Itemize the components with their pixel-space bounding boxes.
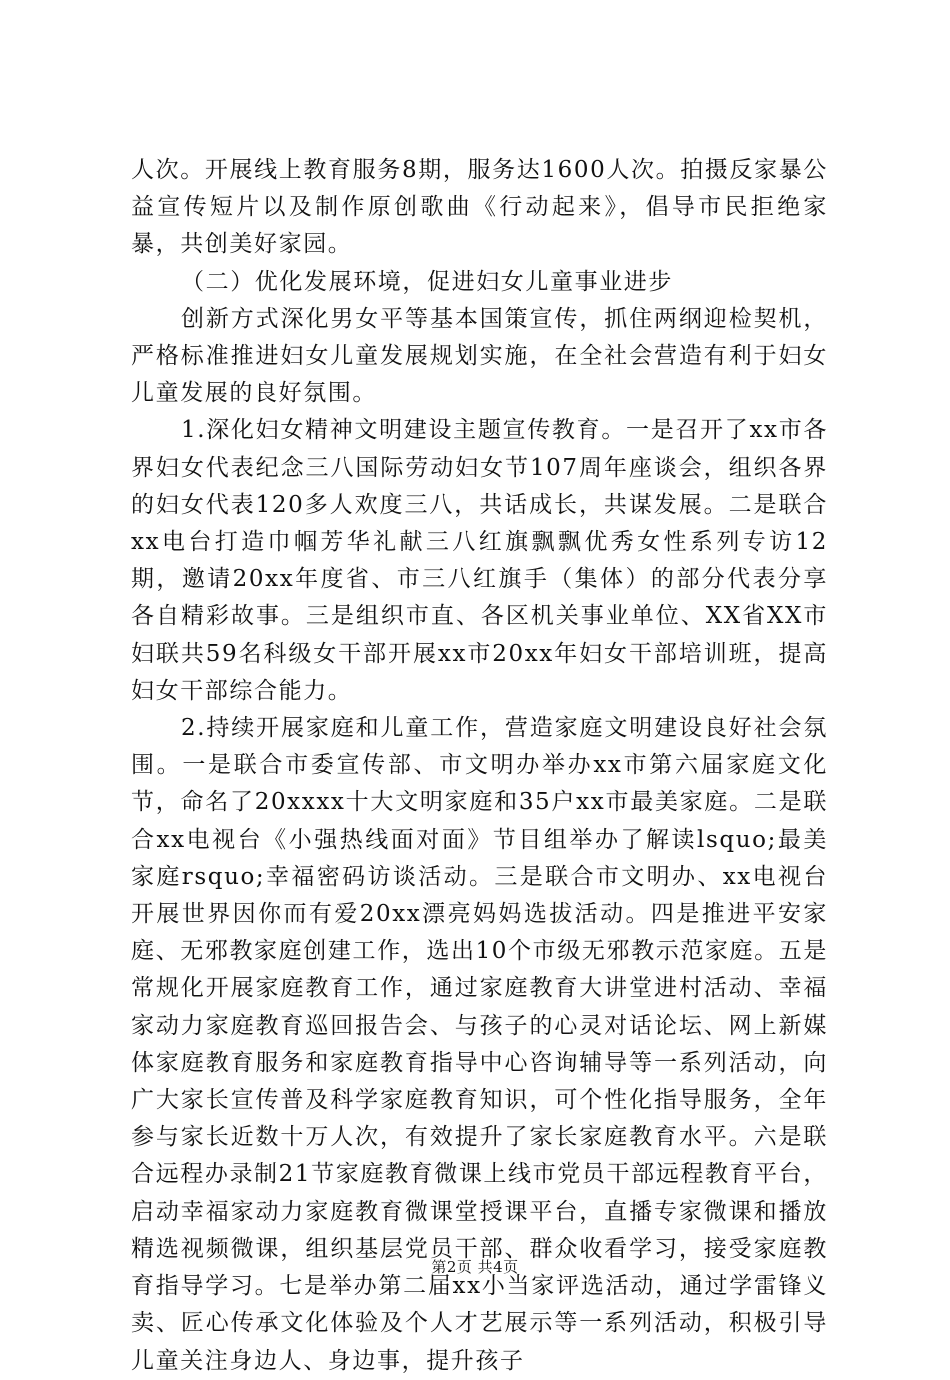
paragraph: 创新方式深化男女平等基本国策宣传，抓住两纲迎检契机，严格标准推进妇女儿童发展规划实施，在全社会营造有利于妇女儿童发展的良好氛围。 [131, 305, 828, 407]
section-heading: （二）优化发展环境，促进妇女儿童事业进步 [181, 268, 673, 295]
document-body [131, 152, 828, 1380]
paragraph: 2.持续开展家庭和儿童工作，营造家庭文明建设良好社会氛围。一是联合市委宣传部、市文明办举办xx市第六届家庭文化节，命名了20xxxx十大文明家庭和35户xx市最美家庭。二是联合xx电视台《小强热线面对面》节目组举办了解读lsquo;最美家庭rsquo;幸福密码访谈活动。三是联合市文明办、xx电视台开展世界因你而有爱20xx漂亮妈妈选拔活动。四是推进平安家庭、无邪教家庭创建工作，选出10个市级无邪教示范家庭。五是常规化开展家庭教育工作，通过家庭教育大讲堂进村活动、幸福家动力家庭教育巡回报告会、与孩子的心灵对话论坛、网上新媒体家庭教育服务和家庭教育指导中心咨询辅导等一系列活动，向广大家长宣传普及科学家庭教育知识，可个性化指导服务，全年参与家长近数十万人次，有效提升了家长家庭教育水平。六是联合远程办录制21节家庭教育微课上线市党员干部远程教育平台，启动幸福家动力家庭教育微课堂授课平台，直播专家微课和播放精选视频微课，组织基层党员干部、群众收看学习，接受家庭教育指导学习。七是举办第二届xx小当家评选活动，通过学雷锋义卖、匠心传承文化体验及个人才艺展示等一系列活动，积极引导儿童关注身边人、身边事，提升孩子 [131, 715, 828, 1374]
page-number-footer: 第2页 共4页 [431, 1258, 519, 1276]
paragraph: 1.深化妇女精神文明建设主题宣传教育。一是召开了xx市各界妇女代表纪念三八国际劳动妇女节107周年座谈会，组织各界的妇女代表120多人欢度三八，共话成长，共谋发展。二是联合xx电台打造巾帼芳华礼献三八红旗飘飘优秀女性系列专访12期，邀请20xx年度省、市三八红旗手（集体）的部分代表分享各自精彩故事。三是组织市直、各区机关事业单位、XX省XX市妇联共59名科级女干部开展xx市20xx年妇女干部培训班，提高妇女干部综合能力。 [131, 417, 828, 704]
paragraph-continuation: 人次。开展线上教育服务8期，服务达1600人次。拍摄反家暴公益宣传短片以及制作原创歌曲《行动起来》，倡导市民拒绝家暴，共创美好家园。 [131, 157, 828, 258]
